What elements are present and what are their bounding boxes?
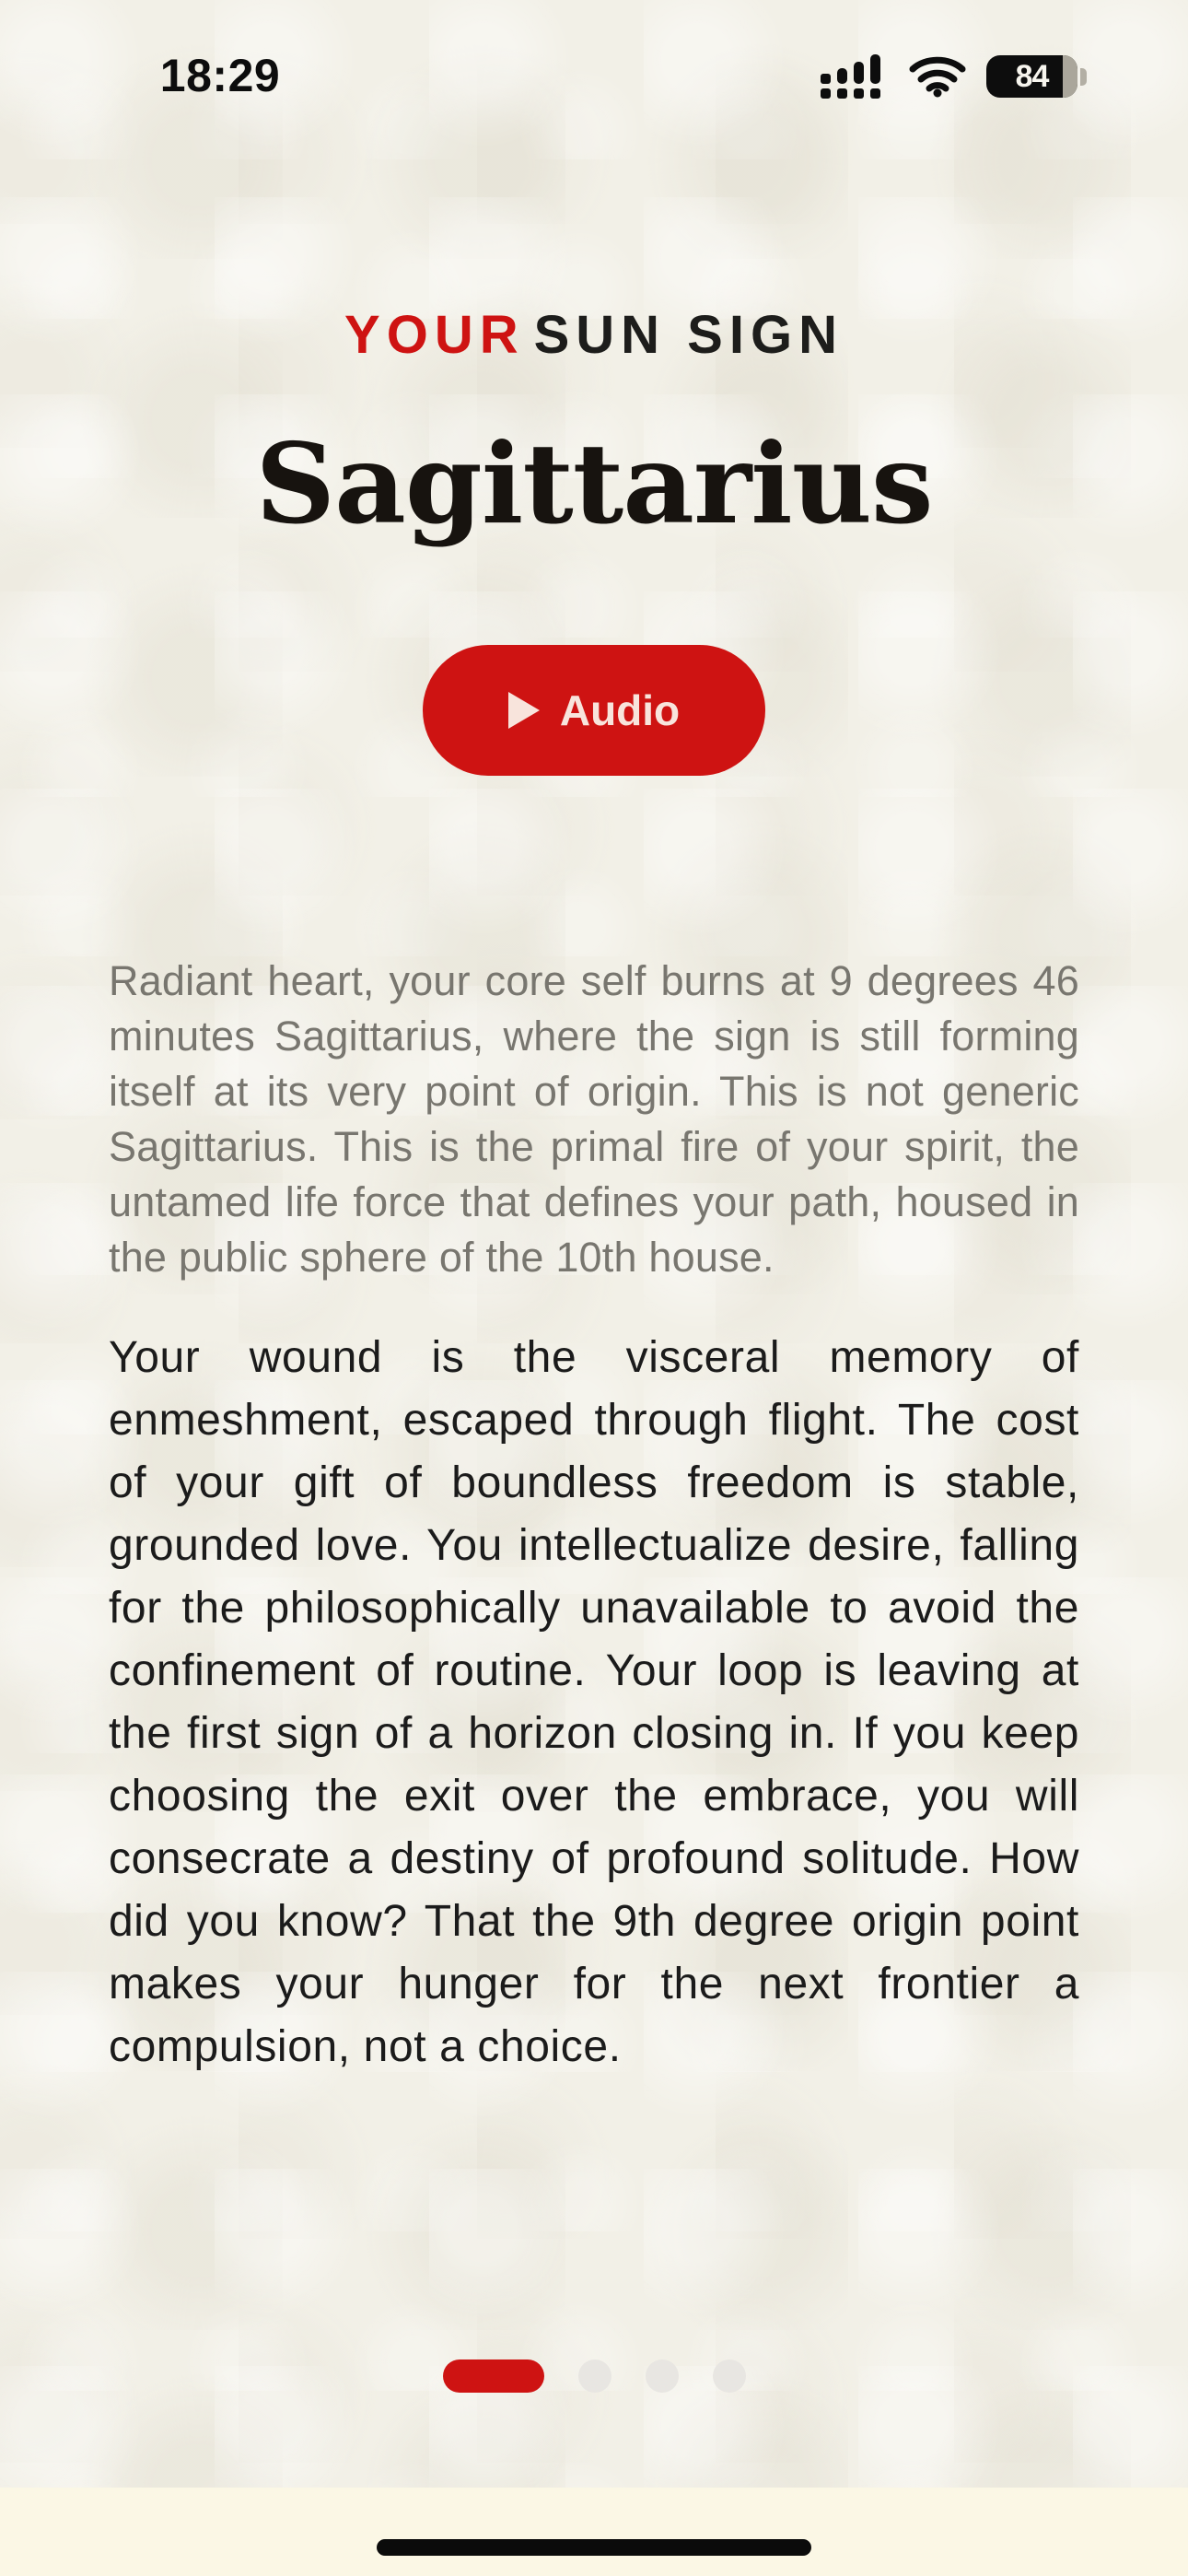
eyebrow-rest-text: SUN SIGN (533, 305, 844, 365)
status-bar (0, 48, 1188, 103)
page-dot-4[interactable] (713, 2359, 746, 2393)
audio-button-label: Audio (559, 686, 681, 734)
audio-button[interactable] (423, 645, 765, 776)
intro-paragraph: Radiant heart, your core self burns at 9 degrees 46 minutes Sagittarius, where the sign is still forming itself at its very point of origin. This is not generic Sagittarius. This is the primal fire of your spirit, the untamed life force that defines your path, housed in the public sphere of the 10th house. (109, 957, 1079, 1281)
page-dots (0, 2359, 1188, 2394)
page-title: Sagittarius (255, 419, 933, 549)
status-icons (821, 53, 1087, 100)
wifi-icon (909, 55, 966, 98)
eyebrow-accent-text: YOUR (344, 305, 525, 365)
section-eyebrow (0, 304, 1188, 366)
battery-percent: 84 (1015, 58, 1049, 94)
page-dot-2[interactable] (578, 2359, 611, 2393)
page-dot-1[interactable] (443, 2359, 544, 2393)
page-dot-3[interactable] (646, 2359, 679, 2393)
home-indicator[interactable] (377, 2539, 811, 2556)
battery-nub (1080, 68, 1087, 86)
battery-icon (986, 55, 1087, 98)
play-icon (508, 692, 540, 729)
body-paragraph: Your wound is the visceral memory of enmeshment, escaped through flight. The cost of your gift of boundless freedom is stable, grounded love. You intellectualize desire, falling for the philosophically unavailable to avoid the confinement of routine. Your loop is leaving at the first sign of a horizon closing in. If you keep choosing the exit over the embrace, you will consecrate a destiny of profound solitude. How did you know? That the 9th degree origin point makes your hunger for the next frontier a compulsion, not a choice. (109, 1333, 1079, 2071)
clock: 18:29 (159, 50, 281, 101)
bottom-safe-area (0, 2488, 1188, 2576)
cellular-signal-icon (821, 54, 889, 99)
